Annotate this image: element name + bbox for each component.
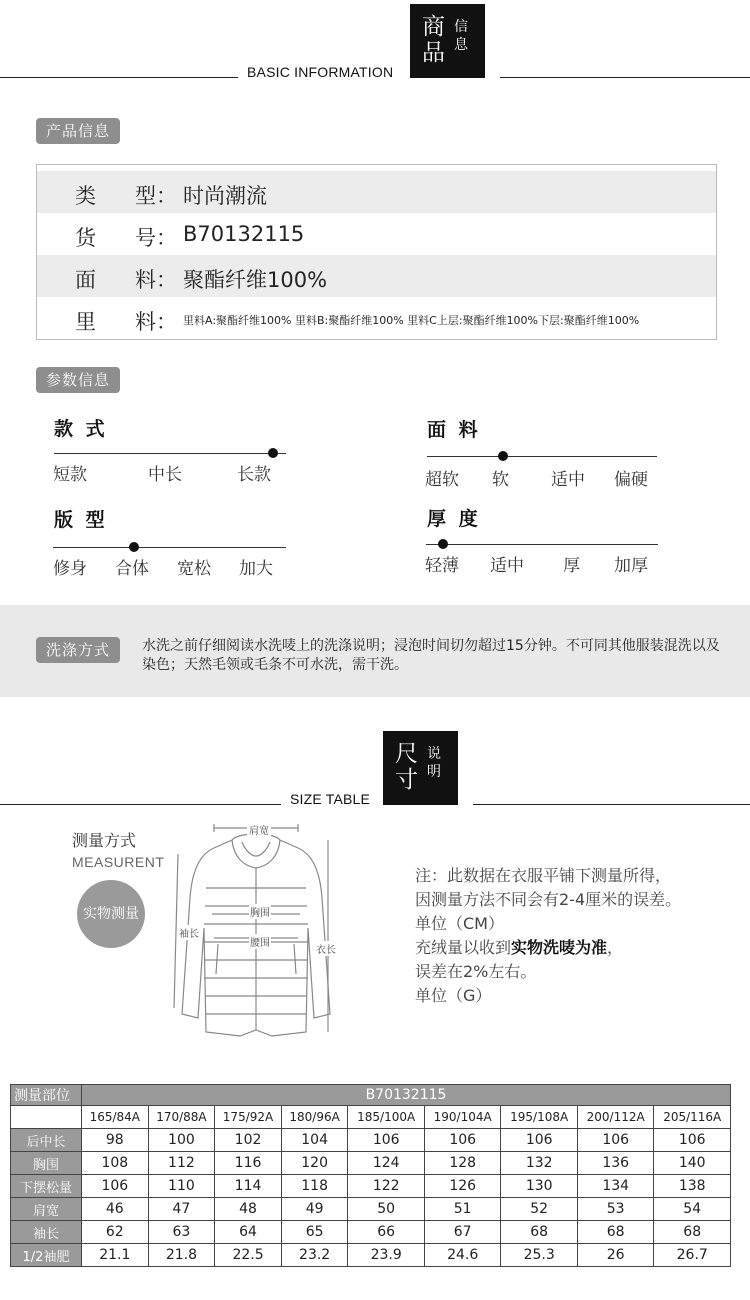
table-cell: 106	[348, 1129, 425, 1152]
param-thickness-label: 适中	[490, 556, 524, 576]
info-key-2: 料：	[135, 310, 177, 334]
param-style-label: 长款	[237, 465, 271, 485]
info-value-type: 时尚潮流	[183, 184, 267, 208]
param-fit-line	[53, 547, 286, 548]
diagram-label-sleeve: 袖长	[178, 925, 200, 940]
info-key-2: 料：	[135, 268, 177, 292]
size-label: 195/108A	[501, 1106, 578, 1129]
param-fit-marker	[129, 542, 139, 552]
param-style-label: 短款	[53, 465, 87, 485]
table-cell: 67	[424, 1221, 501, 1244]
table-cell: 140	[654, 1152, 731, 1175]
size-label: 180/96A	[281, 1106, 348, 1129]
info-row-type	[37, 171, 716, 213]
table-cell: 68	[654, 1221, 731, 1244]
param-thickness-label: 轻薄	[425, 556, 459, 576]
table-cell: 110	[148, 1175, 215, 1198]
diagram-label-chest: 胸围	[249, 904, 271, 919]
table-cell: 52	[501, 1198, 578, 1221]
info-key-2: 型：	[135, 184, 177, 208]
size-box-small: 说明	[427, 746, 441, 780]
size-table-corner: 测量部位	[11, 1085, 82, 1106]
note-fill-bold: 实物洗唛为准	[511, 938, 608, 957]
note-fill-suffix: ，	[607, 938, 624, 957]
table-row	[11, 1175, 731, 1198]
table-cell: 132	[501, 1152, 578, 1175]
diagram-label-shoulder: 肩宽	[247, 822, 271, 837]
info-row-item-no	[37, 213, 716, 255]
note-line: 因测量方法不同会有2-4厘米的误差。	[415, 890, 682, 909]
header-line-left	[0, 804, 281, 805]
size-label: 170/88A	[148, 1106, 215, 1129]
measure-method-title: 测量方式	[72, 831, 137, 850]
table-cell: 48	[215, 1198, 282, 1221]
table-cell: 134	[577, 1175, 654, 1198]
row-label: 下摆松量	[11, 1175, 82, 1198]
table-cell: 130	[501, 1175, 578, 1198]
table-cell: 63	[148, 1221, 215, 1244]
table-cell: 104	[281, 1129, 348, 1152]
param-thickness-marker	[438, 539, 448, 549]
table-cell: 116	[215, 1152, 282, 1175]
info-value-item-no: B70132115	[183, 222, 305, 246]
table-cell: 138	[654, 1175, 731, 1198]
header-line-left	[0, 77, 238, 78]
table-row	[11, 1129, 731, 1152]
table-cell: 114	[215, 1175, 282, 1198]
params-pill: 参数信息	[36, 367, 120, 393]
param-fabric-label: 软	[492, 470, 509, 490]
product-info-table	[36, 164, 717, 340]
param-fabric-line	[427, 456, 657, 457]
table-cell: 68	[501, 1221, 578, 1244]
size-table-blank-cell	[11, 1106, 82, 1129]
table-cell: 68	[577, 1221, 654, 1244]
actual-measure-badge: 实物测量	[77, 880, 145, 948]
table-cell: 65	[281, 1221, 348, 1244]
header-line-right	[473, 804, 750, 805]
param-fit-label: 修身	[53, 559, 87, 579]
note-line: 单位（CM）	[415, 914, 504, 933]
table-cell: 106	[577, 1129, 654, 1152]
size-label: 205/116A	[654, 1106, 731, 1129]
table-cell: 23.9	[348, 1244, 425, 1267]
table-cell: 106	[501, 1129, 578, 1152]
info-row-lining	[37, 297, 716, 339]
size-label: 185/100A	[348, 1106, 425, 1129]
info-key-1: 里	[75, 310, 96, 334]
diagram-label-waist: 腰围	[249, 934, 271, 949]
table-cell: 122	[348, 1175, 425, 1198]
size-table	[10, 1084, 731, 1267]
table-row	[11, 1244, 731, 1267]
table-cell: 46	[82, 1198, 149, 1221]
table-cell: 100	[148, 1129, 215, 1152]
row-label: 胸围	[11, 1152, 82, 1175]
param-fabric-label: 超软	[425, 470, 459, 490]
row-label: 肩宽	[11, 1198, 82, 1221]
table-cell: 106	[424, 1129, 501, 1152]
param-fabric-marker	[498, 451, 508, 461]
basic-info-box-big: 商品	[422, 14, 445, 66]
table-cell: 26	[577, 1244, 654, 1267]
table-cell: 26.7	[654, 1244, 731, 1267]
param-style-label: 中长	[148, 465, 182, 485]
table-cell: 112	[148, 1152, 215, 1175]
info-key-1: 面	[75, 268, 96, 292]
table-cell: 21.1	[82, 1244, 149, 1267]
basic-info-box	[410, 4, 485, 78]
param-fit-label: 合体	[115, 559, 149, 579]
basic-info-box-small: 信息	[454, 19, 468, 53]
param-fit-label: 加大	[239, 559, 273, 579]
measure-method-en: MEASURENT	[72, 854, 165, 870]
table-cell: 108	[82, 1152, 149, 1175]
table-cell: 25.3	[501, 1244, 578, 1267]
table-cell: 24.6	[424, 1244, 501, 1267]
wash-text: 水洗之前仔细阅读水洗唛上的洗涤说明；浸泡时间切勿超过15分钟。不可同其他服装混洗以及染色；天然毛领或毛条不可水洗，需干洗。	[142, 638, 720, 673]
param-style-title: 款 式	[54, 418, 108, 440]
info-key-1: 类	[75, 184, 96, 208]
size-table-product-code: B70132115	[82, 1085, 731, 1106]
note-fill-prefix: 充绒量以收到	[415, 938, 512, 957]
size-label: 175/92A	[215, 1106, 282, 1129]
table-cell: 49	[281, 1198, 348, 1221]
table-cell: 64	[215, 1221, 282, 1244]
table-cell: 106	[82, 1175, 149, 1198]
table-cell: 62	[82, 1221, 149, 1244]
param-thickness-label: 加厚	[614, 556, 648, 576]
diagram-label-length: 衣长	[315, 941, 337, 956]
size-label: 190/104A	[424, 1106, 501, 1129]
table-cell: 21.8	[148, 1244, 215, 1267]
param-style-line	[54, 453, 286, 454]
size-label: 200/112A	[577, 1106, 654, 1129]
product-info-pill: 产品信息	[36, 118, 120, 144]
size-label: 165/84A	[82, 1106, 149, 1129]
basic-info-en-title: BASIC INFORMATION	[247, 64, 394, 80]
param-thickness-label: 厚	[563, 556, 580, 576]
row-label: 后中长	[11, 1129, 82, 1152]
table-cell: 51	[424, 1198, 501, 1221]
param-fabric-label: 偏硬	[614, 470, 648, 490]
param-fabric-title: 面 料	[427, 419, 481, 441]
measurement-note	[415, 864, 735, 1008]
table-cell: 66	[348, 1221, 425, 1244]
note-line: 误差在2%左右。	[415, 962, 537, 981]
param-fit-title: 版 型	[54, 509, 108, 531]
param-fabric-label: 适中	[551, 470, 585, 490]
param-fit-label: 宽松	[177, 559, 211, 579]
table-row	[11, 1198, 731, 1221]
table-cell: 124	[348, 1152, 425, 1175]
table-cell: 98	[82, 1129, 149, 1152]
table-cell: 126	[424, 1175, 501, 1198]
table-cell: 23.2	[281, 1244, 348, 1267]
table-row	[11, 1152, 731, 1175]
param-style-marker	[268, 448, 278, 458]
param-thickness-line	[426, 544, 658, 545]
table-cell: 128	[424, 1152, 501, 1175]
row-label: 袖长	[11, 1221, 82, 1244]
note-line-fill	[415, 936, 735, 960]
table-cell: 53	[577, 1198, 654, 1221]
table-cell: 22.5	[215, 1244, 282, 1267]
size-section-box	[383, 731, 458, 805]
table-cell: 136	[577, 1152, 654, 1175]
size-table-sizes-row	[11, 1106, 731, 1129]
wash-section	[0, 605, 750, 697]
size-box-big: 尺寸	[395, 741, 418, 793]
wash-pill: 洗涤方式	[36, 637, 120, 663]
note-line: 单位（G）	[415, 986, 492, 1005]
table-cell: 120	[281, 1152, 348, 1175]
table-cell: 118	[281, 1175, 348, 1198]
table-cell: 50	[348, 1198, 425, 1221]
size-table-header-row	[11, 1085, 731, 1106]
table-row	[11, 1221, 731, 1244]
table-cell: 102	[215, 1129, 282, 1152]
info-row-fabric	[37, 255, 716, 297]
table-cell: 54	[654, 1198, 731, 1221]
table-cell: 106	[654, 1129, 731, 1152]
info-key-1: 货	[75, 226, 96, 250]
info-key-2: 号：	[135, 226, 177, 250]
info-value-fabric: 聚酯纤维100%	[183, 268, 328, 292]
note-line: 注：此数据在衣服平铺下测量所得，	[415, 866, 672, 885]
row-label: 1/2袖肥	[11, 1244, 82, 1267]
size-table-en-title: SIZE TABLE	[290, 791, 371, 807]
info-value-lining: 里料A:聚酯纤维100% 里料B:聚酯纤维100% 里料C上层:聚酯纤维100%下层:聚酯纤维100%	[183, 314, 640, 327]
header-line-right	[500, 77, 750, 78]
table-cell: 47	[148, 1198, 215, 1221]
param-thickness-title: 厚 度	[427, 508, 481, 530]
